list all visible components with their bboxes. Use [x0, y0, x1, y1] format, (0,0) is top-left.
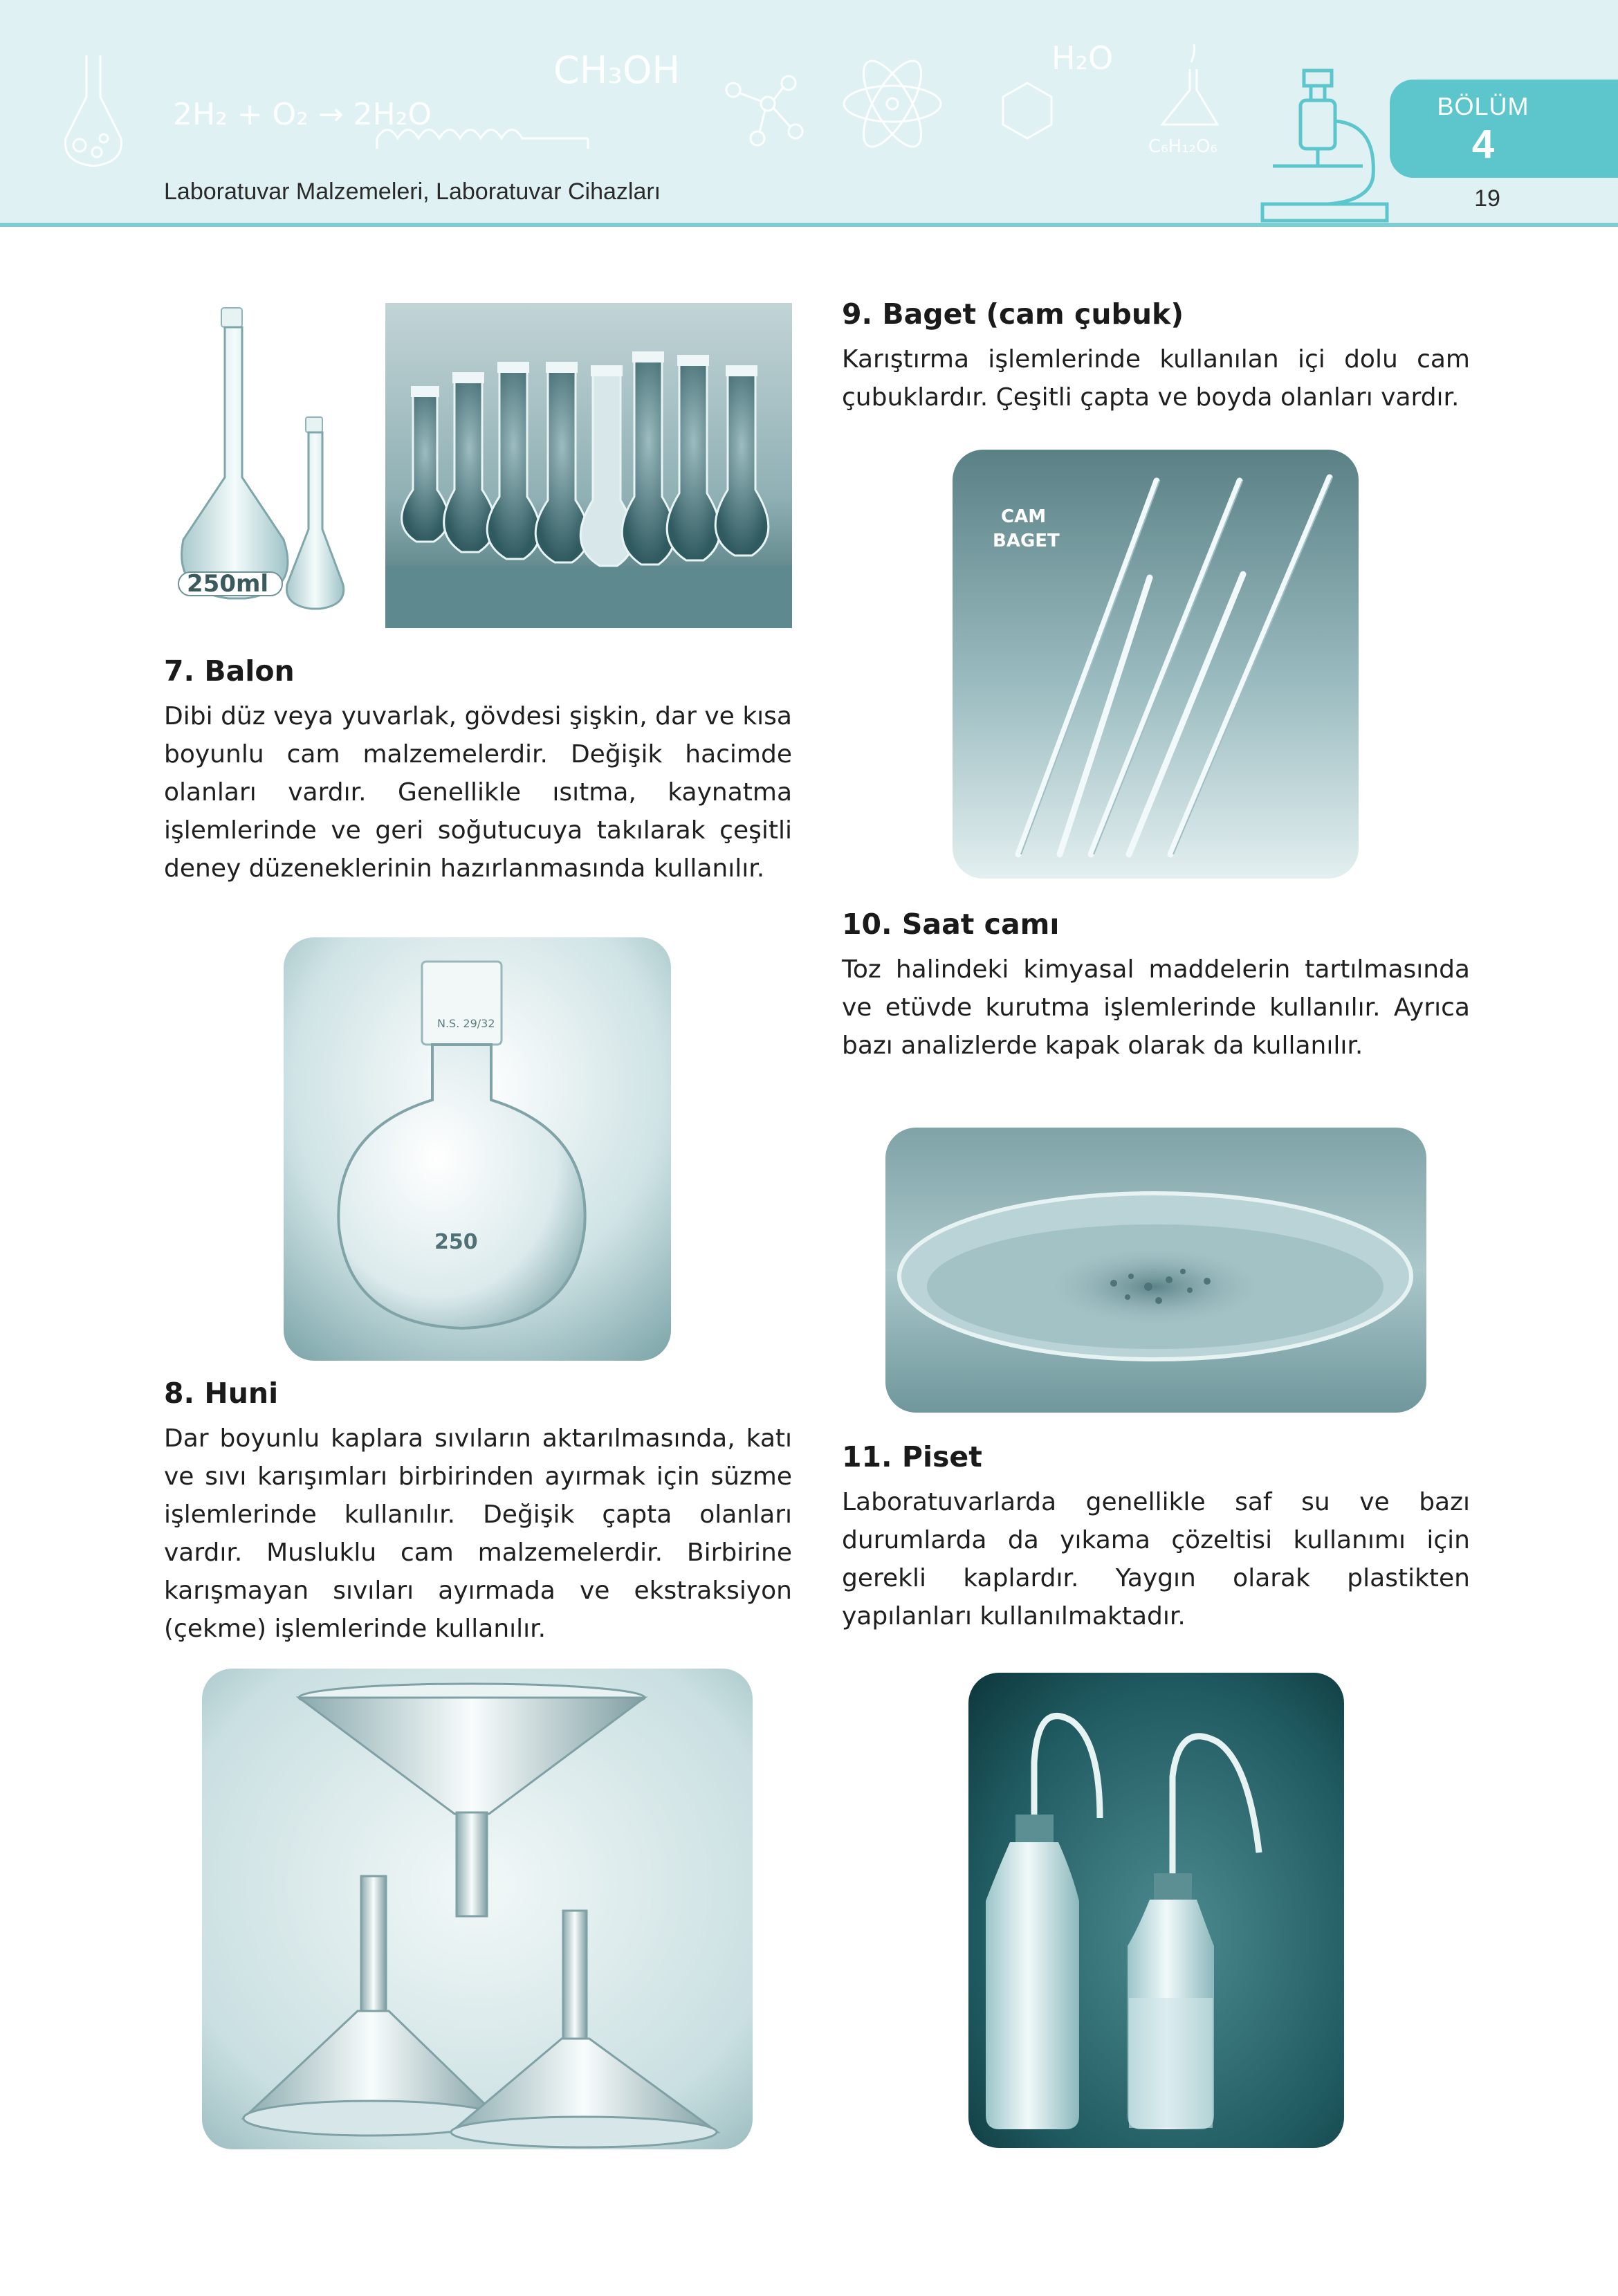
- chapter-number: 4: [1471, 122, 1495, 167]
- round-flask-volume-label: 250: [434, 1230, 478, 1254]
- header-divider: [0, 223, 1618, 227]
- chapter-tab: [1390, 80, 1618, 178]
- round-flask-neck-label: N.S. 29/32: [437, 1017, 495, 1030]
- section-huni: [164, 1375, 792, 1648]
- glass-rods-photo: [953, 450, 1359, 879]
- deco-formula-water-synthesis: 2H₂ + O₂ → 2H₂O: [173, 97, 432, 132]
- deco-formula-methanol: CH₃OH: [553, 48, 681, 92]
- section-body-piset: Laboratuvarlarda genellikle saf su ve bazı durumlarda da yıkama çözeltisi kullanımı için gerekli kaplardır. Yaygın olarak plastikten yapılanları kullanılmaktadır.: [842, 1488, 1470, 1631]
- baget-photo-label-line1: CAM: [1001, 506, 1047, 527]
- watch-glass-photo: [885, 1128, 1426, 1413]
- round-bottom-flask-photo: [284, 937, 671, 1361]
- deco-formula-water: H₂O: [1051, 39, 1114, 77]
- baget-photo-label-line2: BAGET: [993, 531, 1060, 551]
- section-baget: [842, 296, 1470, 416]
- section-title-huni: 8. Huni: [164, 1377, 279, 1410]
- section-body-saat-cami: Toz halindeki kimyasal maddelerin tartılmasında ve etüvde kurutma işlemlerinde kullanılır. Ayrıca bazı analizlerde kapak olarak da kullanılır.: [842, 955, 1470, 1060]
- section-title-saat-cami: 10. Saat camı: [842, 908, 1060, 941]
- wash-bottles-photo: [968, 1673, 1344, 2148]
- microscope-icon: [1245, 62, 1404, 225]
- flask-rack-photo: [385, 303, 792, 628]
- section-title-balon: 7. Balon: [164, 654, 295, 688]
- section-title-piset: 11. Piset: [842, 1440, 982, 1473]
- section-balon: [164, 653, 792, 888]
- section-title-baget: 9. Baget (cam çubuk): [842, 297, 1184, 331]
- running-title: Laboratuvar Malzemeleri, Laboratuvar Cihazları: [164, 178, 661, 205]
- funnels-photo: [202, 1669, 753, 2149]
- volumetric-flask-image: [159, 301, 374, 630]
- section-body-baget: Karıştırma işlemlerinde kullanılan içi dolu cam çubuklardır. Çeşitli çapta ve boyda olanları vardır.: [842, 345, 1470, 412]
- section-saat-cami: [842, 906, 1470, 1065]
- chapter-label: BÖLÜM: [1437, 92, 1529, 120]
- section-body-balon: Dibi düz veya yuvarlak, gövdesi şişkin, dar ve kısa boyunlu cam malzemelerdir. Değişik hacimde olanları vardır. Genellikle ısıtma, kaynatma işlemlerinde ve geri soğutucuya takılarak çeşitli deney düzeneklerinin hazırlanmasında kullanılır.: [164, 702, 792, 883]
- section-body-huni: Dar boyunlu kaplara sıvıların aktarılmasında, katı ve sıvı karışımları birbirinden ayırmak için süzme işlemlerinde kullanılır. Değişik çapta olanları vardır. Musluklu cam malzemelerdir. Birbirine karışmayan sıvıları ayırmada ve ekstraksiyon (çekme) işlemlerinde kullanılır.: [164, 1424, 792, 1643]
- section-piset: [842, 1439, 1470, 1635]
- deco-formula-glucose: C₆H₁₂O₆: [1148, 136, 1217, 157]
- volumetric-flask-label: 250ml: [187, 570, 269, 598]
- page-header: [0, 0, 1618, 225]
- page-number: 19: [1474, 185, 1500, 212]
